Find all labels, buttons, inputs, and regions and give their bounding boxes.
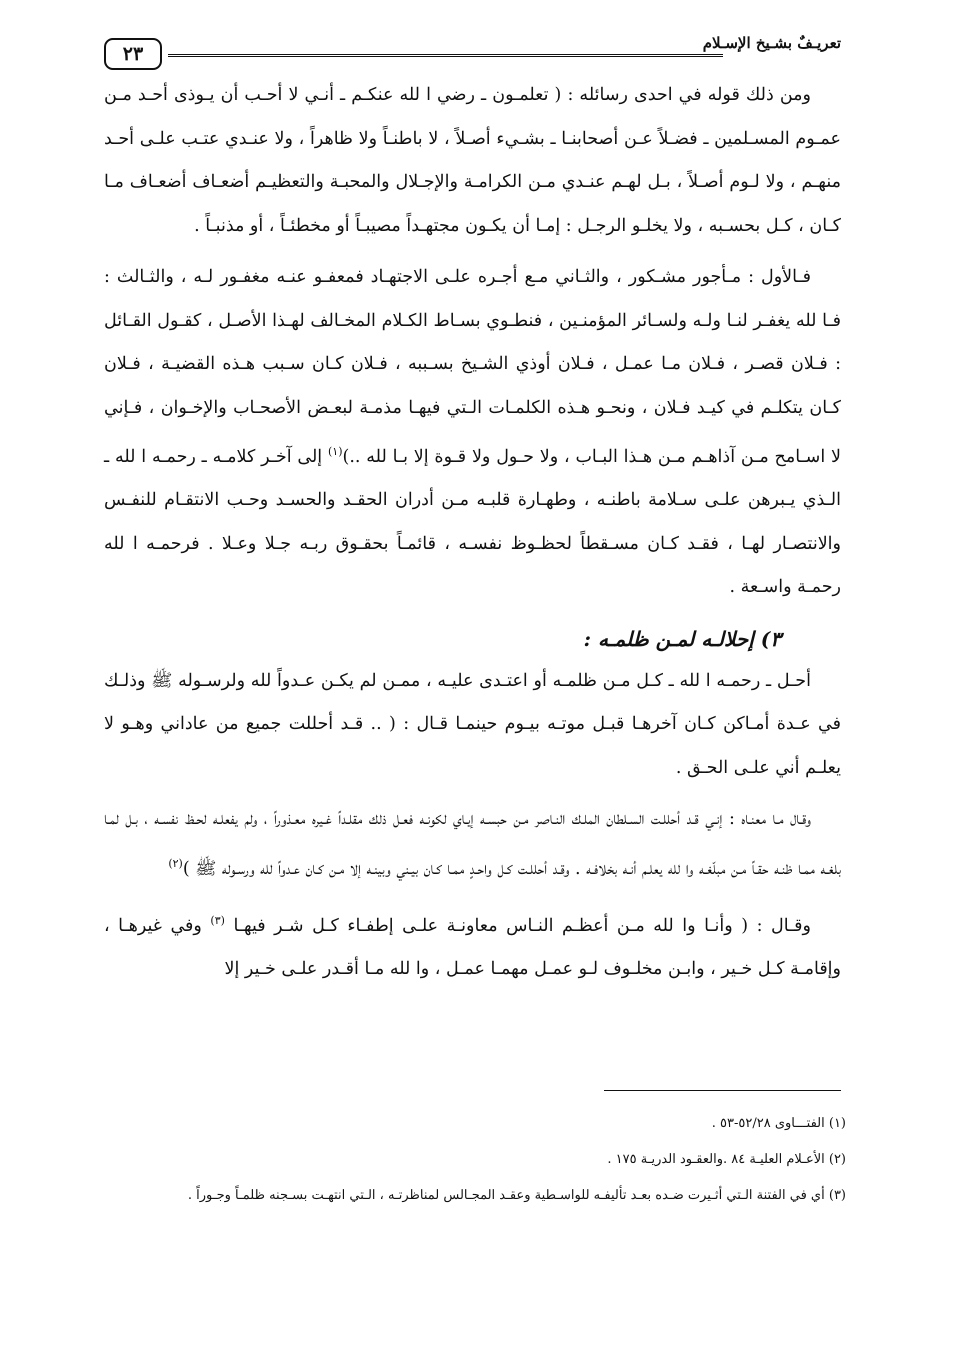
- header-rule: [168, 54, 723, 57]
- footnote-ref-3: (٣): [210, 914, 225, 928]
- paragraph-5: وقـال : ( وأنـا وا لله مـن أعظـم النـاس معاونـة علـى إطفـاء كـل شـر فيهـا $^{(٣)}$ وفي غيرهـا ، وإقامـة كـل خـير ، وابـن مخلـوف لـو عمـل مهمـا عمـل ، وا لله مـا أقـدر علـى خـير إلا: [104, 914, 841, 980]
- footnote-3: (٣) أي في الفتنة الـتي أثـيرت ضـده بعـد تأليفـه للواسـطية وعقـد المجـالس لمناظرتـه ، الـتي انتهـت بسـجنه ظلمـاً وجـوراً .: [187, 1188, 846, 1203]
- footnote-separator: [604, 1090, 841, 1091]
- paragraph-1: ومن ذلك قوله في احدى رسائله : ( تعلمـون ـ رضي ا لله عنكـم ـ أنـي لا أحـب أن يـوذى أحـد مـن عمـوم المسـلمين ـ فضـلاً عـن أصحابنـا ـ بشـيء أصـلاً ، لا باطنـاً ولا ظاهراً ، ولا عنـدي عتـب علـى أحـد منهـم ، ولا لـوم أصـلاً ، بـل لهـم عنـدي مـن الكرامـة والإجـلال والمحبـة والتعظيـم أضعـاف أضعـاف مـا كـان ، كـل بحسـبه ، ولا يخلـو الرجـل : إمـا أن يكـون مجتهـداً مصيبـاً أو مخطئـاً ، أو مذنبـاً .: [104, 85, 841, 236]
- footnote-2: (٢) الأعـلام العليـة ٨٤ .والعقـود الدريـة ١٧٥ .: [607, 1152, 846, 1167]
- footnote-1: (١) الفتـــاوى ٥٢/٢٨-٥٣ .: [711, 1116, 846, 1131]
- page-body: [104, 74, 841, 1000]
- paragraph-3: أحـل ـ رحمـه ا لله ـ كـل مـن ظلمـه أو اعتـدى عليـه ، ممـن لم يكـن عـدواً لله ولرسـوله ﷺ وذلـك في عـدة أمـاكن كـان آخرهـا قبـل موتـه بيـوم حينمـا قـال : ( .. قـد أحللت جميع من عاداني وهـو لا يعلـم أني علـى الحـق .: [104, 670, 841, 778]
- footnote-ref-2: (٢): [168, 856, 183, 870]
- paragraph-2: فـالأول : مـأجور مشـكور ، والثـاني مـع أجـره علـى الاجتهـاد فمعفـو عنـه مغفـور لـه ، والثـالث : فـا لله يغفـر لنـا ولـه ولسـائر المؤمنـين ، فنطـوي بسـاط الكـلام المخـالف لهـذا الأصـل ، كقـول القـائل : فـلان قصـر ، فـلان مـا عمـل ، فـلان أوذي الشـيخ بسـببه ، فـلان كـان سـبب هـذه القضيـة ، فـلان كـان يتكلـم في كيـد فـلان ، ونحـو هـذه الكلمـات الـتي فيهـا مذمـة لبعـض الأصحـاب والإخـوان ، فـإني لا اسـامح مـن آذاهـم مـن هـذا البـاب ، ولا حـول ولا قـوة إلا بـا لله ..)$^{(١)}$ إلى آخـر كلامـه ـ رحمـه ا لله ـ الـذي يـبرهن علـى سـلامة باطنـه ، وطهـارة قلبـه مـن أدران الحقـد والحسـد وحـب الانتقـام للنفـس والانتصـار لهـا ، فقـد كـان مسـقطاً لحظـوظ نفسـه ، قائمـاً بحقـوق ربـه جـلا وعـلا . فرحمـه ا لله رحمـة واسـعة .: [104, 267, 841, 598]
- paragraph-4: وقـال مـا معنـاه : إنـي قـد أحللـت السـلطان الملـك النـاصر مـن حبسـه إيـاي لكونـه فعـل ذلك مقلـداً غـيره معـذوراً ، ولم يفعلـه لحـظ نفسـه ، بـل لمـا بلغـه ممـا ظنـه حقـاً مـن مبلّغـه وا لله يعلـم أنـه بخلافـه . وقـد أحللـت كـل واحـدٍ ممـا كـان بيـني وبينـه إلا مـن كـان عـدواً لله ورسـوله ﷺ )$^{(٢)}$: [104, 809, 841, 879]
- page-number: ٢٣: [104, 38, 162, 70]
- section-heading: ٣) إحلالـه لمـن ظلمـه :: [583, 626, 781, 651]
- footnotes: [104, 1106, 846, 1214]
- running-title: تعريـفٌ بشـيخ الإسـلام: [702, 34, 841, 52]
- page-header: [104, 34, 841, 78]
- footnote-ref-1: (١): [328, 445, 343, 458]
